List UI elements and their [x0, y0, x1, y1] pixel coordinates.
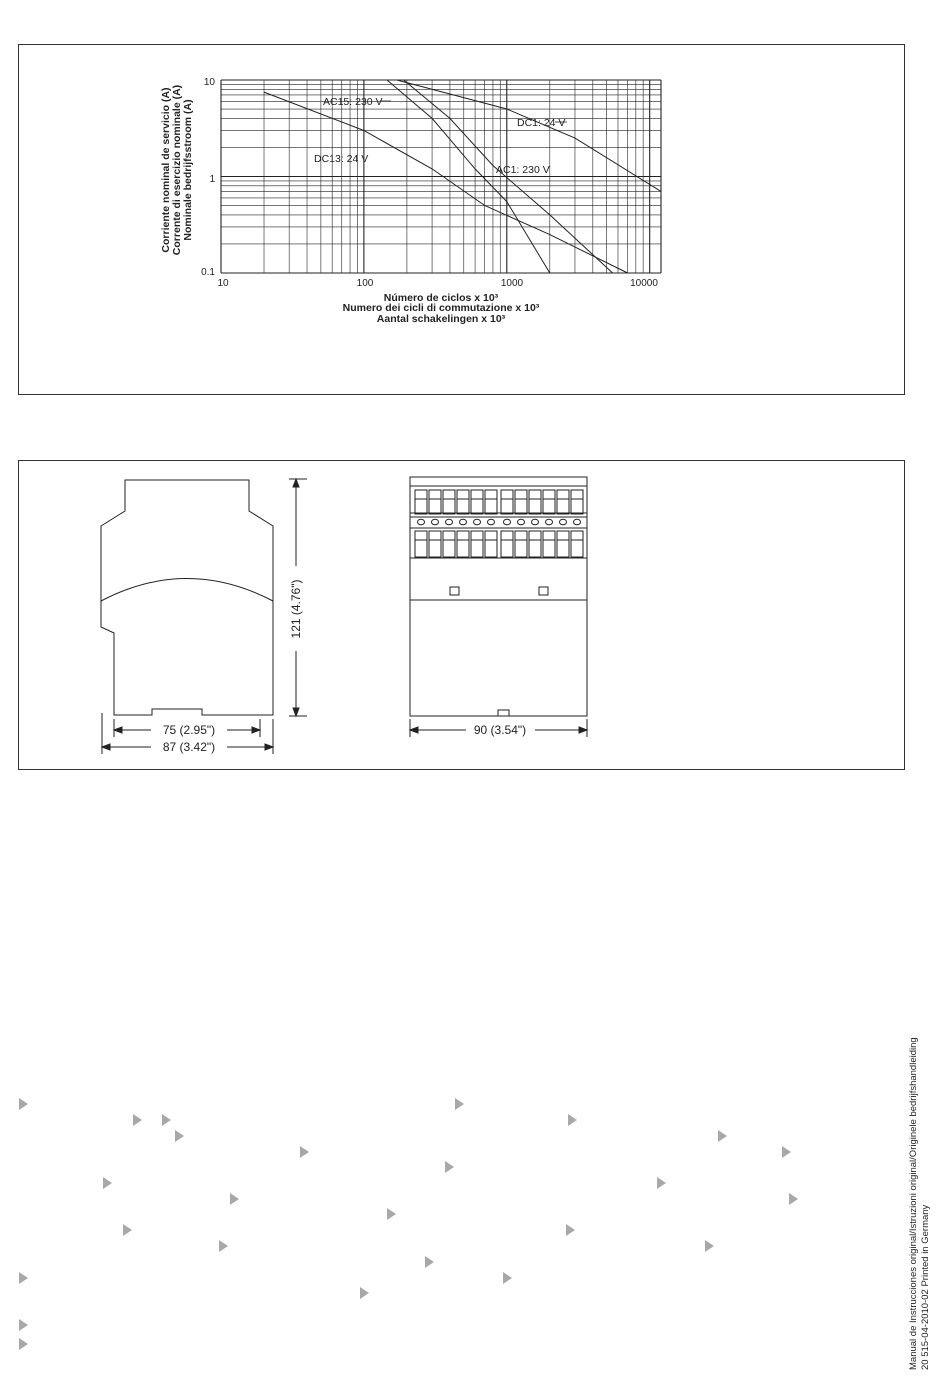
terminal-slot — [501, 531, 513, 557]
terminal-screw — [518, 519, 525, 525]
terminal-slot — [457, 531, 469, 557]
x-tick-label: 100 — [356, 278, 374, 289]
terminal-slot — [529, 490, 541, 514]
arrow-bullet-icon — [162, 1114, 171, 1126]
dim-depth-outer-label: 87 (3.42") — [162, 740, 216, 754]
curve-label-dc1: DC1: 24 V — [517, 117, 566, 129]
arrow-bullet-icon — [19, 1098, 28, 1110]
footer-line-1: Manual de Instrucciones original/Istruzioni original/Originele bedrijfshandleiding — [908, 1037, 919, 1370]
arrow-bullet-icon — [300, 1146, 309, 1158]
terminal-slot — [415, 531, 427, 557]
terminal-slot — [543, 490, 555, 514]
arrow-bullet-icon — [230, 1193, 239, 1205]
arrow-bullet-icon — [219, 1240, 228, 1252]
dimension-drawing — [19, 461, 904, 769]
terminal-slot — [485, 490, 497, 514]
series-line — [264, 92, 628, 273]
terminal-slot — [515, 531, 527, 557]
terminal-screw — [532, 519, 539, 525]
terminal-slot — [571, 490, 583, 514]
arrow-bullet-icon — [782, 1146, 791, 1158]
arrow-bullet-icon — [455, 1098, 464, 1110]
svg-text:Numero dei cicli di commutazio: Numero dei cicli di commutazione x 10³ — [342, 302, 540, 314]
endurance-chart — [19, 45, 904, 394]
chart-panel — [18, 44, 905, 395]
terminal-slot — [515, 490, 527, 514]
arrow-bullet-icon — [705, 1240, 714, 1252]
arrow-bullet-icon — [425, 1256, 434, 1268]
y-axis-label — [160, 85, 194, 255]
arrow-bullet-icon — [445, 1161, 454, 1173]
x-tick-label: 1000 — [500, 278, 524, 289]
svg-text:Corriente nominal de servicio: Corriente nominal de servicio (A) — [160, 87, 172, 253]
terminal-slot — [429, 490, 441, 514]
arrow-bullet-icon — [568, 1114, 577, 1126]
x-axis-label — [343, 292, 540, 325]
terminal-slot — [501, 490, 513, 514]
arrow-bullet-icon — [175, 1130, 184, 1142]
arrow-bullet-icon — [503, 1272, 512, 1284]
arrow-bullet-icon — [789, 1193, 798, 1205]
terminal-screw — [460, 519, 467, 525]
terminal-blocks — [415, 490, 583, 557]
terminal-slot — [471, 531, 483, 557]
side-view-outline — [101, 480, 273, 715]
terminal-slot — [557, 490, 569, 514]
dim-height-label: 121 (4.76") — [289, 579, 303, 639]
terminal-screw — [418, 519, 425, 525]
terminal-slot — [429, 531, 441, 557]
arrow-bullet-icon — [19, 1319, 28, 1331]
svg-text:Número de ciclos x 10³: Número de ciclos x 10³ — [383, 292, 499, 304]
arrow-bullet-icon — [103, 1177, 112, 1189]
terminal-slot — [471, 490, 483, 514]
arrow-bullet-icon — [133, 1114, 142, 1126]
arrow-bullet-icon — [566, 1224, 575, 1236]
terminal-screw — [504, 519, 511, 525]
terminal-screw — [446, 519, 453, 525]
terminal-screw — [546, 519, 553, 525]
curve-label-ac1: AC1: 230 V — [496, 164, 550, 176]
terminal-slot — [443, 490, 455, 514]
svg-text:Aantal schakelingen x 10³: Aantal schakelingen x 10³ — [376, 313, 506, 325]
svg-text:Corrente di esercizio nominale: Corrente di esercizio nominale (A) — [171, 84, 183, 256]
arrow-bullet-icon — [123, 1224, 132, 1236]
terminal-slot — [571, 531, 583, 557]
terminal-slot — [529, 531, 541, 557]
y-tick-label: 0.1 — [201, 267, 215, 278]
x-tick-label: 10 — [217, 278, 229, 289]
arrow-bullet-icon — [19, 1338, 28, 1350]
curve-label-ac15: AC15: 230 V — [323, 96, 383, 108]
arrow-bullet-icon — [718, 1130, 727, 1142]
curve-label-dc13: DC13: 24 V — [314, 153, 369, 165]
svg-text:Nominale bedrijfsstroom (A): Nominale bedrijfsstroom (A) — [182, 99, 194, 241]
terminal-slot — [543, 531, 555, 557]
y-tick-label: 1 — [209, 174, 215, 185]
arrow-bullet-icon — [19, 1272, 28, 1284]
terminal-slot — [443, 531, 455, 557]
arrow-bullet-icon — [360, 1287, 369, 1299]
terminal-slot — [485, 531, 497, 557]
chart-grid — [221, 80, 661, 273]
terminal-slot — [415, 490, 427, 514]
terminal-slot — [457, 490, 469, 514]
terminal-slot — [557, 531, 569, 557]
dim-width-label: 90 (3.54") — [473, 723, 527, 737]
arrow-bullet-icon — [387, 1208, 396, 1220]
terminal-screw — [474, 519, 481, 525]
x-tick-label: 10000 — [630, 278, 658, 289]
terminal-screw — [432, 519, 439, 525]
front-view-outline — [410, 477, 587, 716]
dimension-drawing-panel — [18, 460, 905, 770]
terminal-screw — [574, 519, 581, 525]
dim-depth-inner-label: 75 (2.95") — [162, 723, 216, 737]
footer-line-2: 20 515-04-2010-02 Printed in Germany — [920, 1204, 931, 1370]
y-tick-label: 10 — [203, 77, 215, 88]
terminal-screw — [488, 519, 495, 525]
footer-imprint — [908, 1037, 932, 1370]
terminal-screw — [560, 519, 567, 525]
arrow-bullet-icon — [657, 1177, 666, 1189]
